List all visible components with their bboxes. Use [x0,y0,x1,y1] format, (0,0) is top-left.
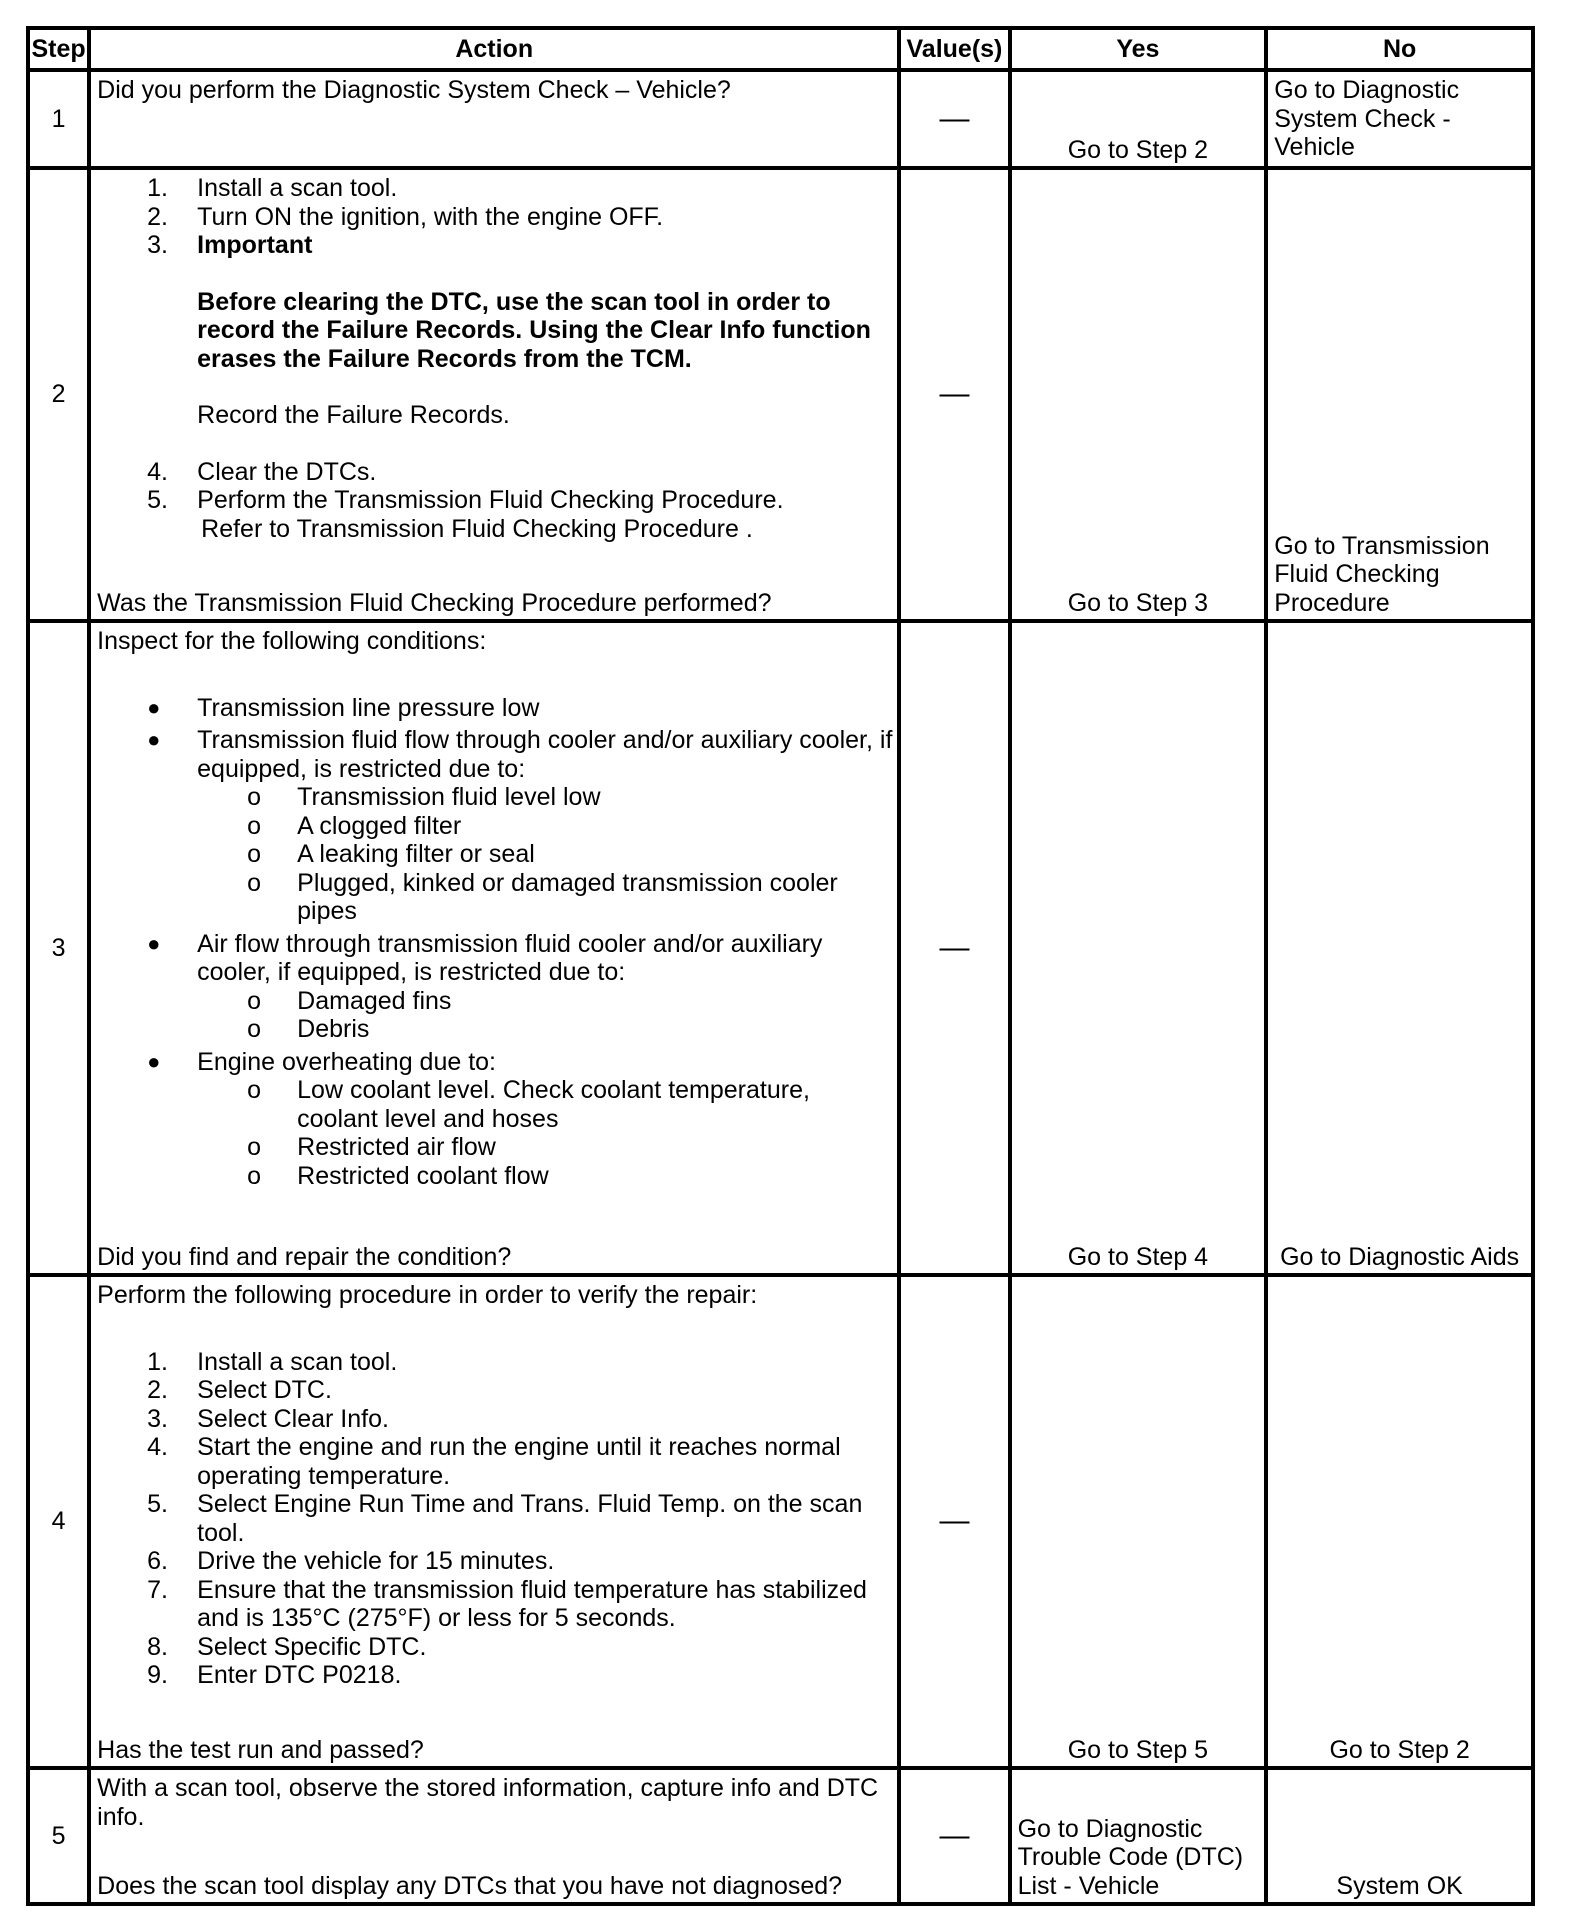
important-text-line: record the Failure Records. Using the Clear Info function [197,316,871,344]
table-row [28,621,1533,1275]
list-item: Select DTC. [197,1376,332,1404]
no-text-line: Fluid Checking [1274,560,1440,588]
circle-bullet-icon: o [247,783,262,811]
yes-text: Go to Step 3 [1067,588,1209,617]
list-item: Drive the vehicle for 15 minutes. [197,1547,555,1575]
question-text: Was the Transmission Fluid Checking Procedure performed? [97,588,772,617]
circle-bullet-icon: o [247,1161,262,1190]
no-text: System OK [1336,1871,1463,1900]
list-item-line: equipped, is restricted due to: [197,754,526,783]
diagnostic-table [26,26,1535,1906]
list-item: Install a scan tool. [197,174,398,202]
action-cell [89,1768,899,1904]
yes-cell [1010,168,1267,621]
list-number: 4. [147,1433,169,1461]
no-cell [1266,621,1533,1275]
list-item-line: Ensure that the transmission fluid temperature has stabilized [197,1575,867,1604]
circle-bullet-icon: o [247,1133,262,1161]
header-step: Step [28,28,89,70]
step-number: 5 [28,1768,89,1904]
header-row [28,28,1533,70]
value-cell: — [899,168,1009,621]
table-row [28,1275,1533,1768]
yes-text-line: Go to Diagnostic [1017,1814,1203,1843]
step-number: 3 [28,621,89,1275]
circle-bullet-icon: o [247,840,262,868]
list-item-line: cooler, if equipped, is restricted due to: [197,958,626,986]
yes-text: Go to Step 2 [1067,135,1209,164]
intro-text: Inspect for the following conditions: [97,627,487,655]
no-cell [1266,1275,1533,1768]
yes-cell [1010,1768,1267,1904]
list-number: 1. [147,174,169,202]
sub-item: Restricted coolant flow [297,1161,549,1190]
important-text [97,288,893,374]
no-cell [1266,168,1533,621]
list-number: 5. [147,486,169,514]
action-cell [89,621,899,1275]
list-number: 3. [147,231,169,259]
no-text-line: Go to Diagnostic [1274,76,1460,104]
list-number: 1. [147,1347,169,1376]
sub-item: Damaged fins [297,986,452,1015]
list-item-line: and is 135°C (275°F) or less for 5 seconds. [197,1604,676,1632]
bullet-icon: ● [147,727,161,752]
record-text: Record the Failure Records. [197,401,510,429]
no-text: Go to Step 2 [1329,1735,1470,1764]
header-yes: Yes [1010,28,1267,70]
action-cell [89,1275,899,1768]
step-number: 4 [28,1275,89,1768]
list-number: 9. [147,1661,169,1689]
list-item: Turn ON the ignition, with the engine OFF. [197,202,664,231]
no-text: Go to Diagnostic Aids [1280,1242,1520,1271]
circle-bullet-icon: o [247,811,262,840]
yes-cell [1010,621,1267,1275]
step-number: 1 [28,70,89,168]
value-cell: — [899,621,1009,1275]
action-cell [89,168,899,621]
list-item: Select Clear Info. [197,1404,389,1433]
list-item: Enter DTC P0218. [197,1661,402,1689]
list-item: Engine overheating due to: [197,1047,496,1076]
action-text-line: info. [97,1802,145,1831]
header-values: Value(s) [899,28,1009,70]
step-number: 2 [28,168,89,621]
sub-item: Debris [297,1015,370,1043]
yes-cell [1010,70,1267,168]
list-item-line: Air flow through transmission fluid cooler and/or auxiliary [197,929,823,958]
circle-bullet-icon: o [247,986,262,1015]
list-number: 8. [147,1632,169,1661]
list-number: 3. [147,1404,169,1433]
sub-item: Restricted air flow [297,1133,496,1161]
list-number: 2. [147,1376,169,1404]
value-cell: — [899,1275,1009,1768]
question-text: Does the scan tool display any DTCs that you have not diagnosed? [97,1871,843,1900]
list-item: Perform the Transmission Fluid Checking Procedure. [197,486,784,514]
circle-bullet-icon: o [247,1076,262,1104]
value-cell: — [899,1768,1009,1904]
list-number: 7. [147,1575,169,1604]
sub-item: A leaking filter or seal [297,840,535,868]
table-row [28,168,1533,621]
yes-text-line: List - Vehicle [1017,1871,1160,1900]
list-item-line: Start the engine and run the engine until it reaches normal [197,1433,841,1461]
list-item-line: tool. [197,1518,245,1547]
important-text-line: erases the Failure Records from the TCM. [197,344,692,373]
header-action: Action [89,28,899,70]
intro-text: Perform the following procedure in order to verify the repair: [97,1281,758,1309]
list-item: Install a scan tool. [197,1347,398,1376]
list-item: Select Specific DTC. [197,1632,427,1661]
table-row [28,1768,1533,1904]
no-cell [1266,1768,1533,1904]
circle-bullet-icon: o [247,868,262,897]
no-cell [1266,70,1533,168]
sub-item-line: Plugged, kinked or damaged transmission cooler [297,868,838,897]
important-label: Important [197,231,313,259]
list-item-line: Select Engine Run Time and Trans. Fluid Temp. on the scan [197,1490,863,1518]
bullet-icon: ● [147,694,161,720]
list-item-line: operating temperature. [197,1461,451,1490]
no-text-line: System Check - [1274,104,1451,133]
sub-item-line: Low coolant level. Check coolant temperature, [297,1076,810,1104]
list-number: 4. [147,457,169,486]
sub-item: Transmission fluid level low [297,783,601,811]
bullet-icon: ● [147,930,161,956]
sub-item: A clogged filter [297,811,462,840]
sub-item-line: pipes [297,897,357,925]
action-cell [89,70,899,168]
table-row [28,70,1533,168]
refer-text: Refer to Transmission Fluid Checking Procedure . [201,514,753,543]
yes-text: Go to Step 5 [1067,1735,1209,1764]
list-number: 2. [147,202,169,231]
important-text-line: Before clearing the DTC, use the scan tool in order to [197,287,831,316]
list-number: 6. [147,1547,169,1575]
sub-item-line: coolant level and hoses [297,1104,559,1133]
yes-cell [1010,1275,1267,1768]
yes-text: Go to Step 4 [1067,1242,1209,1271]
question-text: Did you find and repair the condition? [97,1242,512,1271]
bullet-icon: ● [147,1048,161,1074]
header-no: No [1266,28,1533,70]
action-text-line: With a scan tool, observe the stored information, capture info and DTC [97,1774,879,1802]
question-text: Has the test run and passed? [97,1735,424,1764]
no-text-line: Procedure [1274,588,1390,617]
list-item: Clear the DTCs. [197,457,377,486]
list-item-line: Transmission fluid flow through cooler and/or auxiliary cooler, if [197,726,893,754]
circle-bullet-icon: o [247,1015,262,1043]
list-number: 5. [147,1490,169,1518]
yes-text-line: Trouble Code (DTC) [1017,1843,1244,1871]
value-cell: — [899,70,1009,168]
no-text-line: Go to Transmission [1274,531,1490,560]
list-item: Transmission line pressure low [197,693,540,722]
question-text: Did you perform the Diagnostic System Check – Vehicle? [97,76,731,104]
no-text-line: Vehicle [1274,133,1355,161]
